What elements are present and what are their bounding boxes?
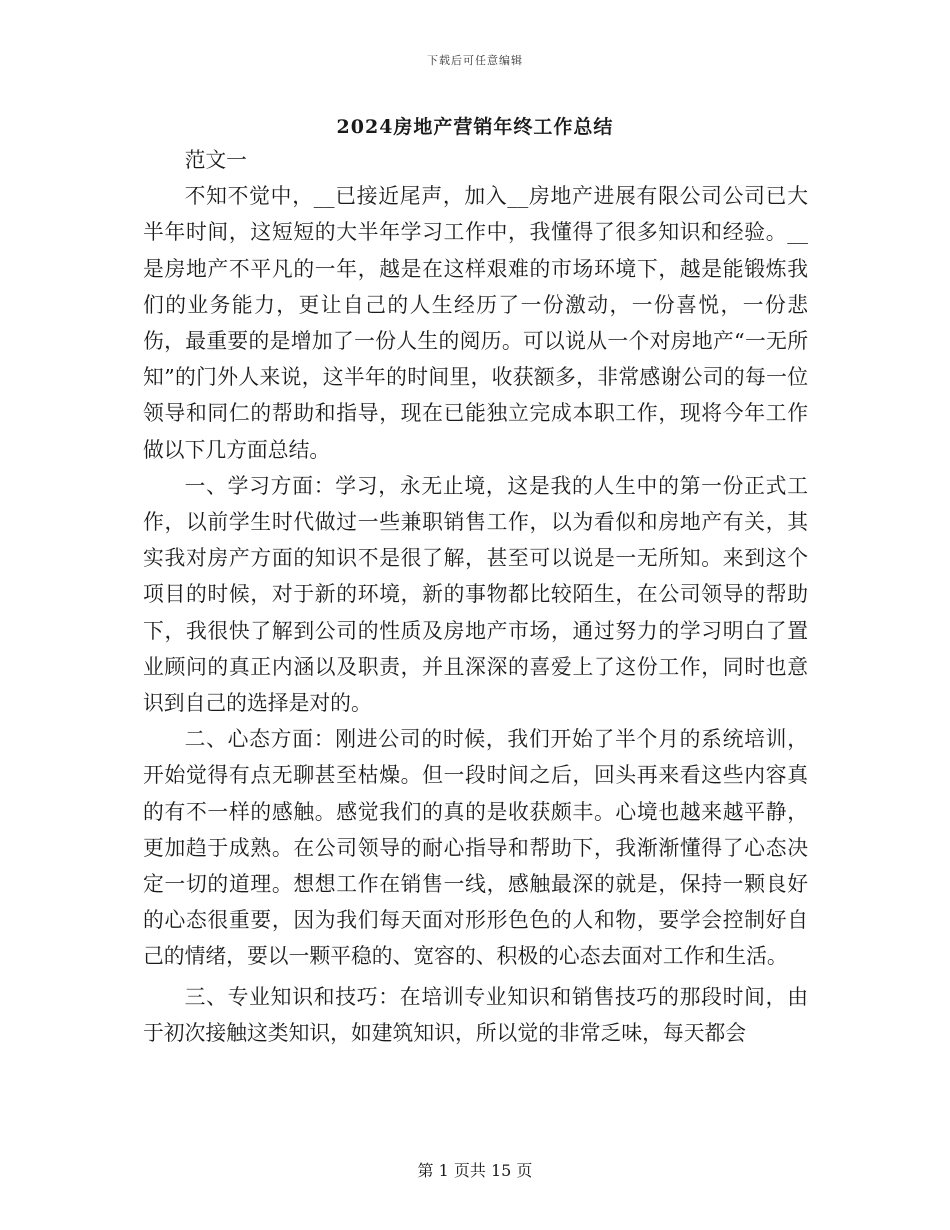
paragraph-mindset: 二、心态方面：刚进公司的时候，我们开始了半个月的系统培训，开始觉得有点无聊甚至枯燥。但一段时间之后，回头再来看这些内容真的有不一样的感触。感觉我们的真的是收获颇丰。心境也越来越平静，更加趋于成熟。在公司领导的耐心指导和帮助下，我渐渐懂得了心态决定一切的道理。想想工作在销售一线，感触最深的就是，保持一颗良好的心态很重要，因为我们每天面对形形色色的人和物，要学会控制好自己的情绪，要以一颗平稳的、宽容的、积极的心态去面对工作和生活。 bbox=[143, 727, 808, 969]
paragraph-skills: 三、专业知识和技巧：在培训专业知识和销售技巧的那段时间，由于初次接触这类知识，如建筑知识，所以觉的非常乏味，每天都会 bbox=[143, 984, 808, 1045]
page-number: 第 1 页共 15 页 bbox=[417, 1161, 533, 1180]
paragraph-intro: 不知不觉中，__已接近尾声，加入__房地产进展有限公司公司已大半年时间，这短短的大半年学习工作中，我懂得了很多知识和经验。__是房地产不平凡的一年，越是在这样艰难的市场环境下，越是能锻炼我们的业务能力，更让自己的人生经历了一份激动，一份喜悦，一份悲伤，最重要的是增加了一份人生的阅历。可以说从一个对房地产“一无所知”的门外人来说，这半年的时间里，收获额多，非常感谢公司的每一位领导和同仁的帮助和指导，现在已能独立完成本职工作，现将今年工作做以下几方面总结。 bbox=[143, 184, 808, 462]
download-note: 下载后可任意编辑 bbox=[427, 54, 523, 67]
document-title: 2024房地产营销年终工作总结 bbox=[336, 116, 614, 138]
paragraph-sample-label: 范文一 bbox=[184, 148, 247, 172]
document-body bbox=[143, 142, 808, 1051]
paragraph-learning: 一、学习方面：学习，永无止境，这是我的人生中的第一份正式工作，以前学生时代做过一些兼职销售工作，以为看似和房地产有关，其实我对房产方面的知识不是很了解，甚至可以说是一无所知。来到这个项目的时候，对于新的环境，新的事物都比较陌生，在公司领导的帮助下，我很快了解到公司的性质及房地产市场，通过努力的学习明白了置业顾问的真正内涵以及职责，并且深深的喜爱上了这份工作，同时也意识到自己的选择是对的。 bbox=[143, 473, 808, 716]
